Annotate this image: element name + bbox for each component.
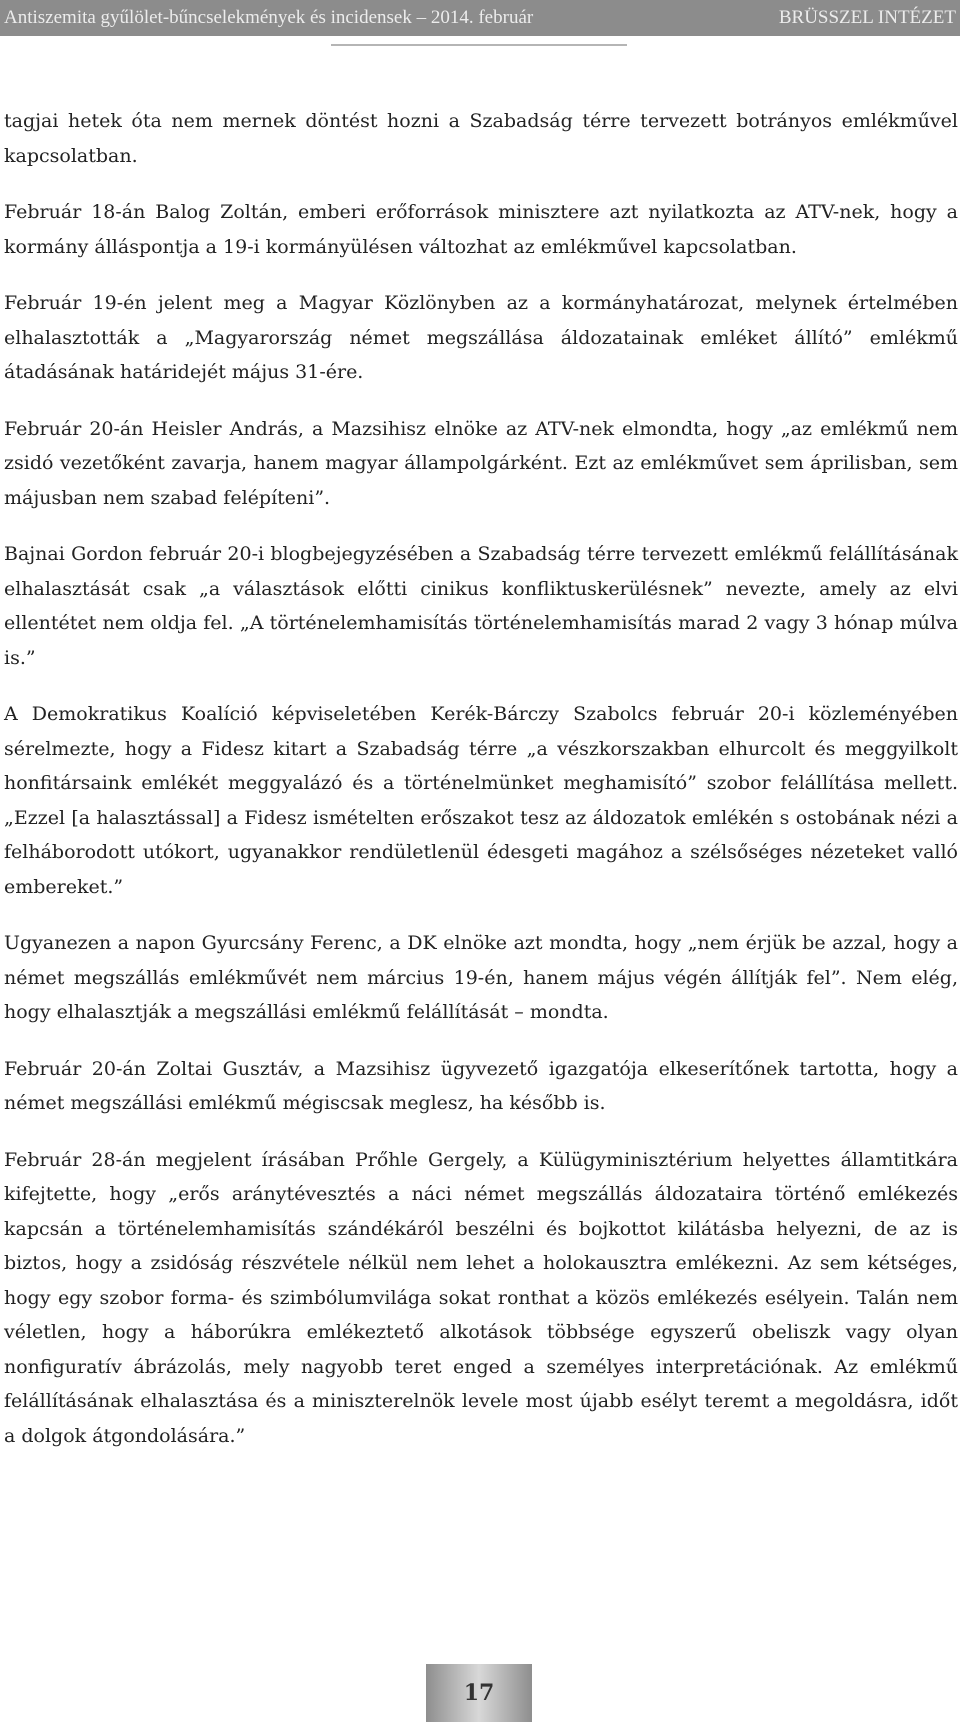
paragraph-1: tagjai hetek óta nem mernek döntést hozni a Szabadság térre tervezett botrányos emlékművel kapcsolatban. xyxy=(4,110,958,167)
paragraph-7: Ugyanezen a napon Gyurcsány Ferenc, a DK elnöke azt mondta, hogy „nem érjük be azzal, hogy a német megszállás emlékművét nem március 19-én, hanem május végén állítják fel”. Nem elég, hogy elhalasztják a megszállási emlékmű felállítását – mondta. xyxy=(4,932,958,1023)
paragraph-6: A Demokratikus Koalíció képviseletében Kerék-Bárczy Szabolcs február 20-i közleményében sérelmezte, hogy a Fidesz kitart a Szabadság térre „a vészkorszakban elhurcolt és meggyilkolt honfitársaink emlékét meggyalázó és a történelmünket meghamisító” szobor felállítása mellett. „Ezzel [a halasztással] a Fidesz ismételten erőszakot tesz az áldozatok emlékén s ostobának nézi a felháborodott utókort, ugyanakkor rendületlenül édesgeti magához a szélsőséges nézeteket valló embereket.” xyxy=(4,703,958,898)
article-body xyxy=(4,104,958,1475)
page-number: 17 xyxy=(463,1680,495,1706)
paragraph-8: Február 20-án Zoltai Gusztáv, a Mazsihisz ügyvezető igazgatója elkeserítőnek tartotta, hogy a német megszállási emlékmű mégiscsak meglesz, ha később is. xyxy=(4,1057,958,1114)
paragraph-9: Február 28-án megjelent írásában Prőhle Gergely, a Külügyminisztérium helyettes államtitkára kifejtette, hogy „erős aránytévesztés a náci német megszállás áldozataira történő emlékezés kapcsán a történelemhamisítás szándékáról beszélni és bojkottot kilátásba helyezni, de az is biztos, hogy a zsidóság részvétele nélkül nem lehet a holokausztra emlékezni. Az sem kétséges, hogy egy szobor forma- és szimbólumvilága sokat ronthat a közös emlékezés esélyein. Talán nem véletlen, hogy a háborúkra emlékeztető alkotások többsége egyszerű obeliszk vagy olyan nonfiguratív ábrázolás, mely nagyobb teret enged a személyes interpretációnak. Az emlékmű felállításának elhalasztása és a miniszterelnök levele most újabb esélyt teremt a megoldásra, időt a dolgok átgondolására.” xyxy=(4,1148,958,1447)
page-number-badge xyxy=(426,1664,532,1722)
publisher-name: BRÜSSZEL INTÉZET xyxy=(778,7,956,28)
paragraph-2: Február 18-án Balog Zoltán, emberi erőforrások minisztere azt nyilatkozta az ATV-nek, hogy a kormány álláspontja a 19-i kormányülésen változhat az emlékművel kapcsolatban. xyxy=(4,201,958,258)
header-divider xyxy=(331,44,627,46)
page-header xyxy=(0,0,960,36)
paragraph-5: Bajnai Gordon február 20-i blogbejegyzésében a Szabadság térre tervezett emlékmű felállításának elhalasztását csak „a választások előtti cinikus konfliktuskerülésnek” nevezte, amely az elvi ellentétet nem oldja fel. „A történelemhamisítás történelemhamisítás marad 2 vagy 3 hónap múlva is.” xyxy=(4,543,958,669)
document-title: Antiszemita gyűlölet-bűncselekmények és incidensek – 2014. február xyxy=(4,7,534,28)
paragraph-4: Február 20-án Heisler András, a Mazsihisz elnöke az ATV-nek elmondta, hogy „az emlékmű nem zsidó vezetőként zavarja, hanem magyar állampolgárként. Ezt az emlékművet sem áprilisban, sem májusban nem szabad felépíteni”. xyxy=(4,417,958,509)
paragraph-3: Február 19-én jelent meg a Magyar Közlönyben az a kormányhatározat, melynek értelmében elhalasztották a „Magyarország német megszállása áldozatainak emléket állító” emlékmű átadásának határidejét május 31-ére. xyxy=(4,292,958,383)
